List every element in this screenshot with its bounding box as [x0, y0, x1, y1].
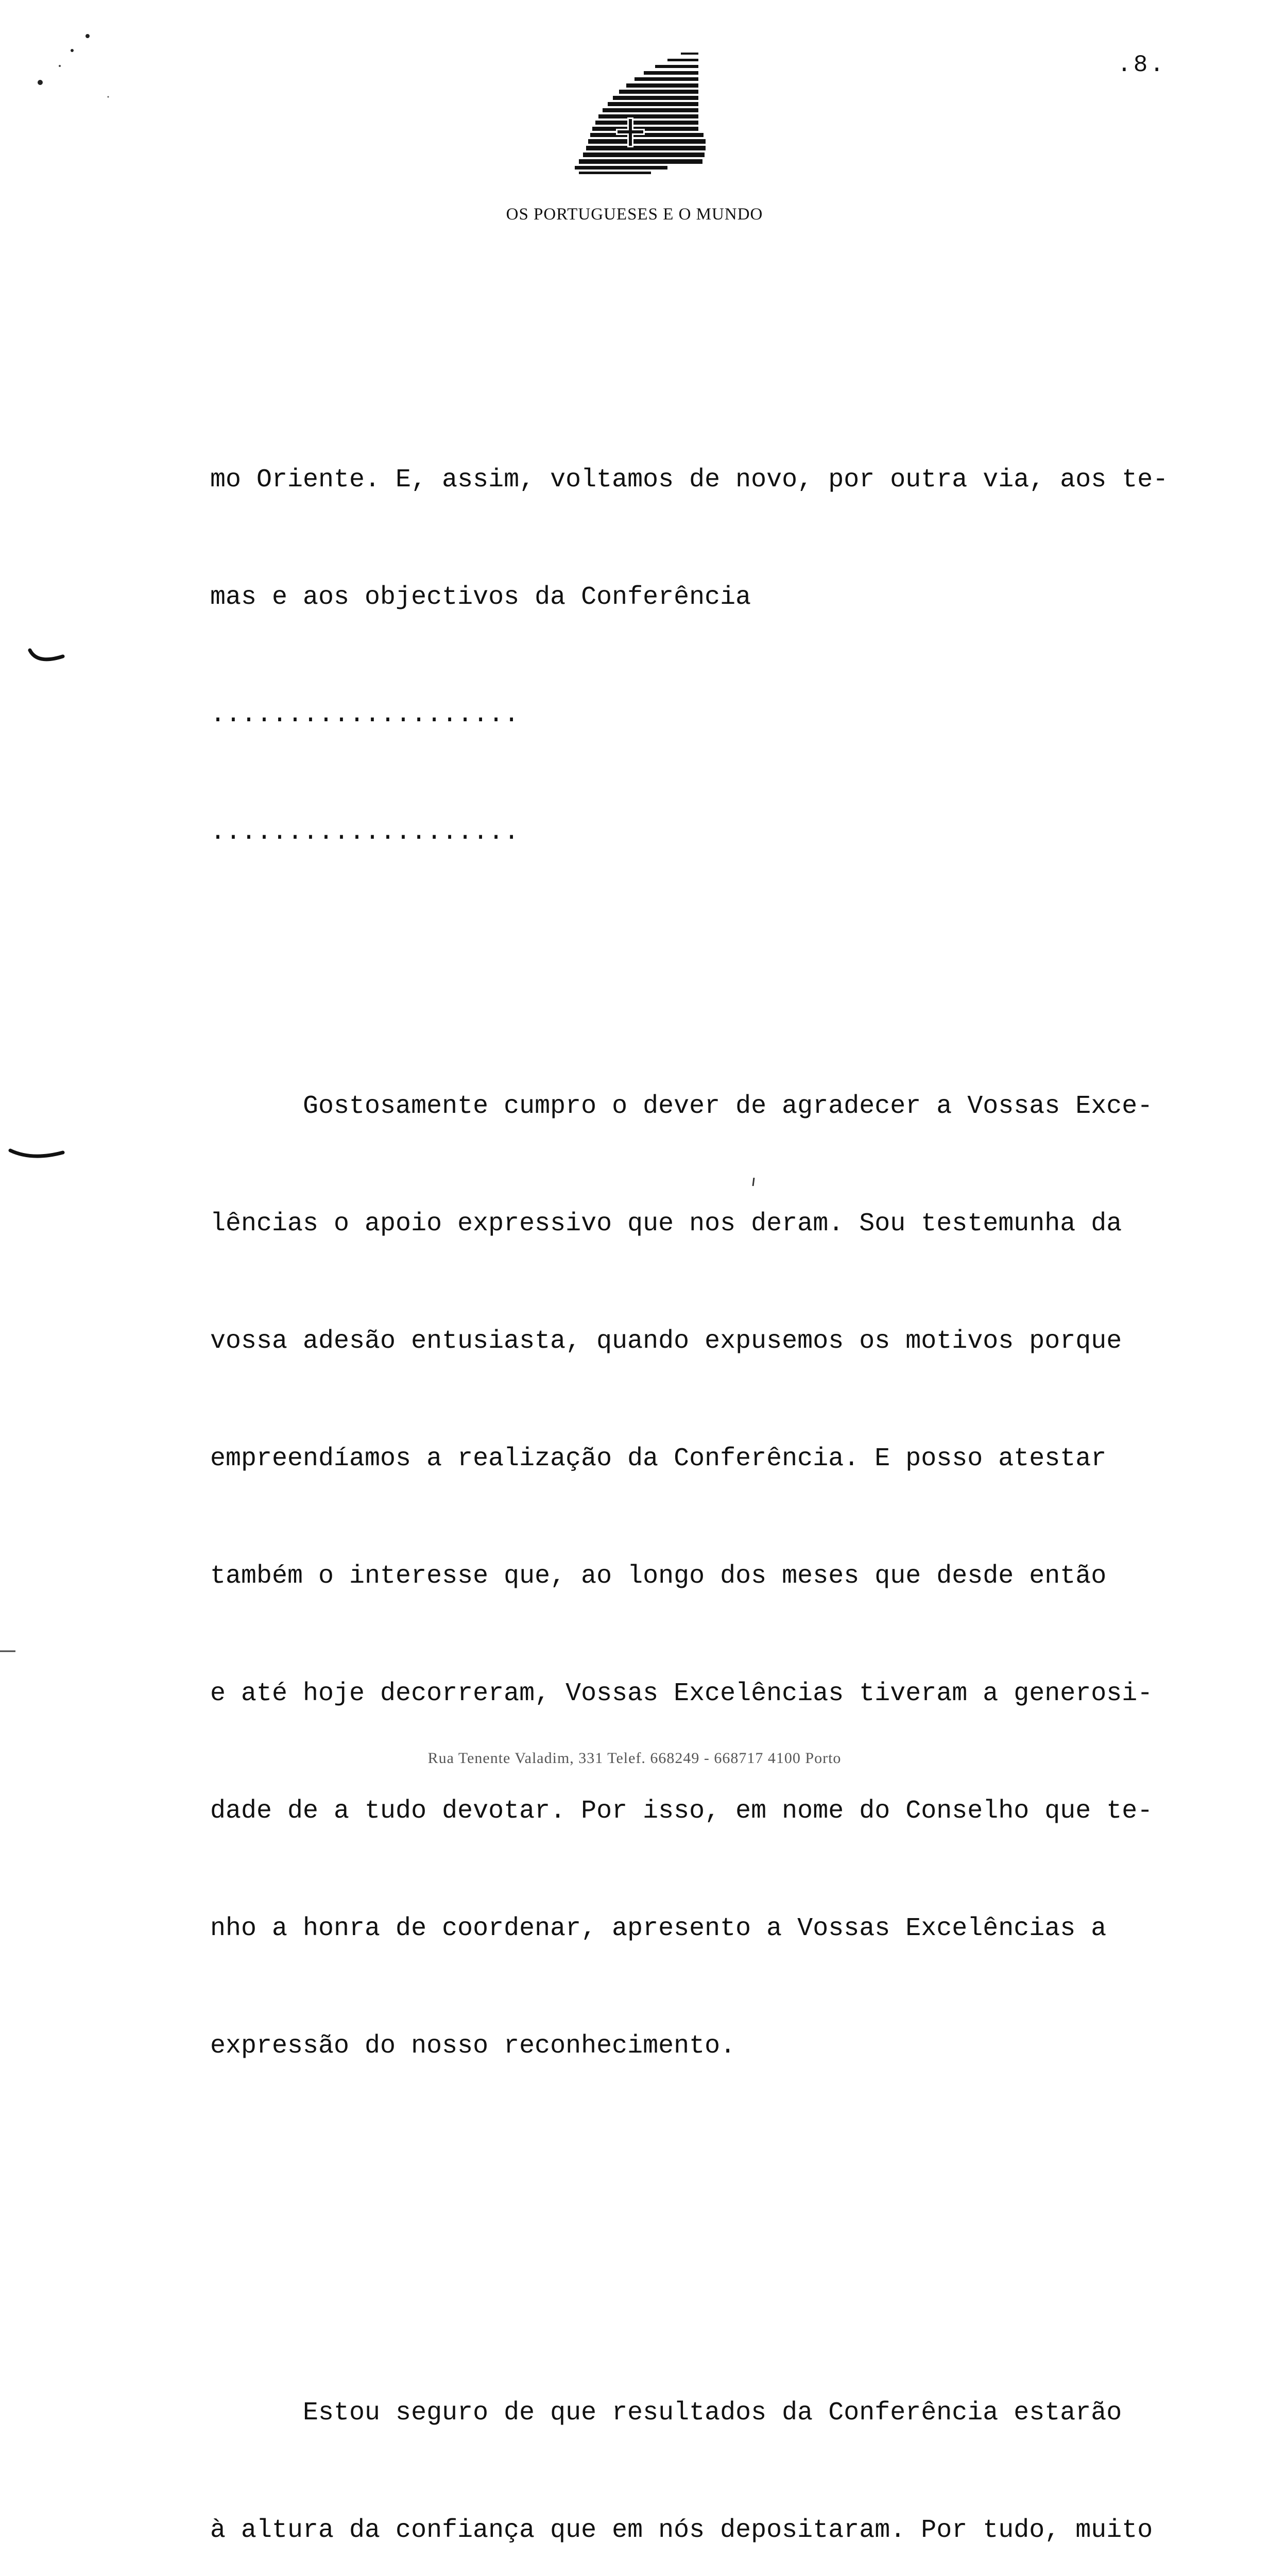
text-line: também o interesse que, ao longo dos meses que desde então [210, 1562, 1107, 1591]
punch-hole-mark-lower [6, 1141, 68, 1167]
ellipsis-line: .................... [210, 818, 520, 847]
text-line: lências o apoio expressivo que nos deram. Sou testemunha da [210, 1209, 1122, 1239]
edge-dash [0, 1649, 21, 1654]
text-line: empreendíamos a realização da Conferência. E posso atestar [210, 1444, 1107, 1473]
scan-specks [31, 26, 113, 103]
page-number: .8. [1117, 52, 1166, 78]
text-line: mo Oriente. E, assim, voltamos de novo, por outra via, aos te- [210, 465, 1169, 495]
organization-title: OS PORTUGUESES E O MUNDO [506, 205, 763, 224]
text-line: nho a honra de coordenar, apresento a Vossas Excelências a [210, 1914, 1107, 1943]
paragraph-gap [210, 2223, 1189, 2237]
text-line: dade de a tudo devotar. Por isso, em nome do Conselho que te- [210, 1797, 1153, 1826]
text-line: à altura da confiança que em nós depositaram. Por tudo, muito [210, 2516, 1153, 2545]
text-line: expressão do nosso reconhecimento. [210, 2031, 736, 2061]
punch-hole-mark-upper [27, 644, 73, 675]
footer-address: Rua Tenente Valadim, 331 Telef. 668249 - 668717 4100 Porto [427, 1750, 842, 1767]
paragraph-2 [210, 1009, 1189, 2144]
text-line: e até hoje decorreram, Vossas Excelências tiveram a generosi- [210, 1679, 1153, 1708]
text-line: Estou seguro de que resultados da Conferência estarão [210, 2398, 1122, 2428]
paragraph-3 [210, 2315, 1189, 2576]
text-line: Gostosamente cumpro o dever de agradecer a Vossas Exce- [210, 1092, 1153, 1121]
text-line: vossa adesão entusiasta, quando expusemos os motivos porque [210, 1327, 1122, 1356]
ellipsis-line: .................... [210, 700, 520, 730]
text-line: mas e aos objectivos da Conferência [210, 583, 751, 612]
paragraph-1 [210, 382, 1189, 930]
sail-logo [546, 47, 716, 192]
letter-body [210, 304, 1189, 2576]
